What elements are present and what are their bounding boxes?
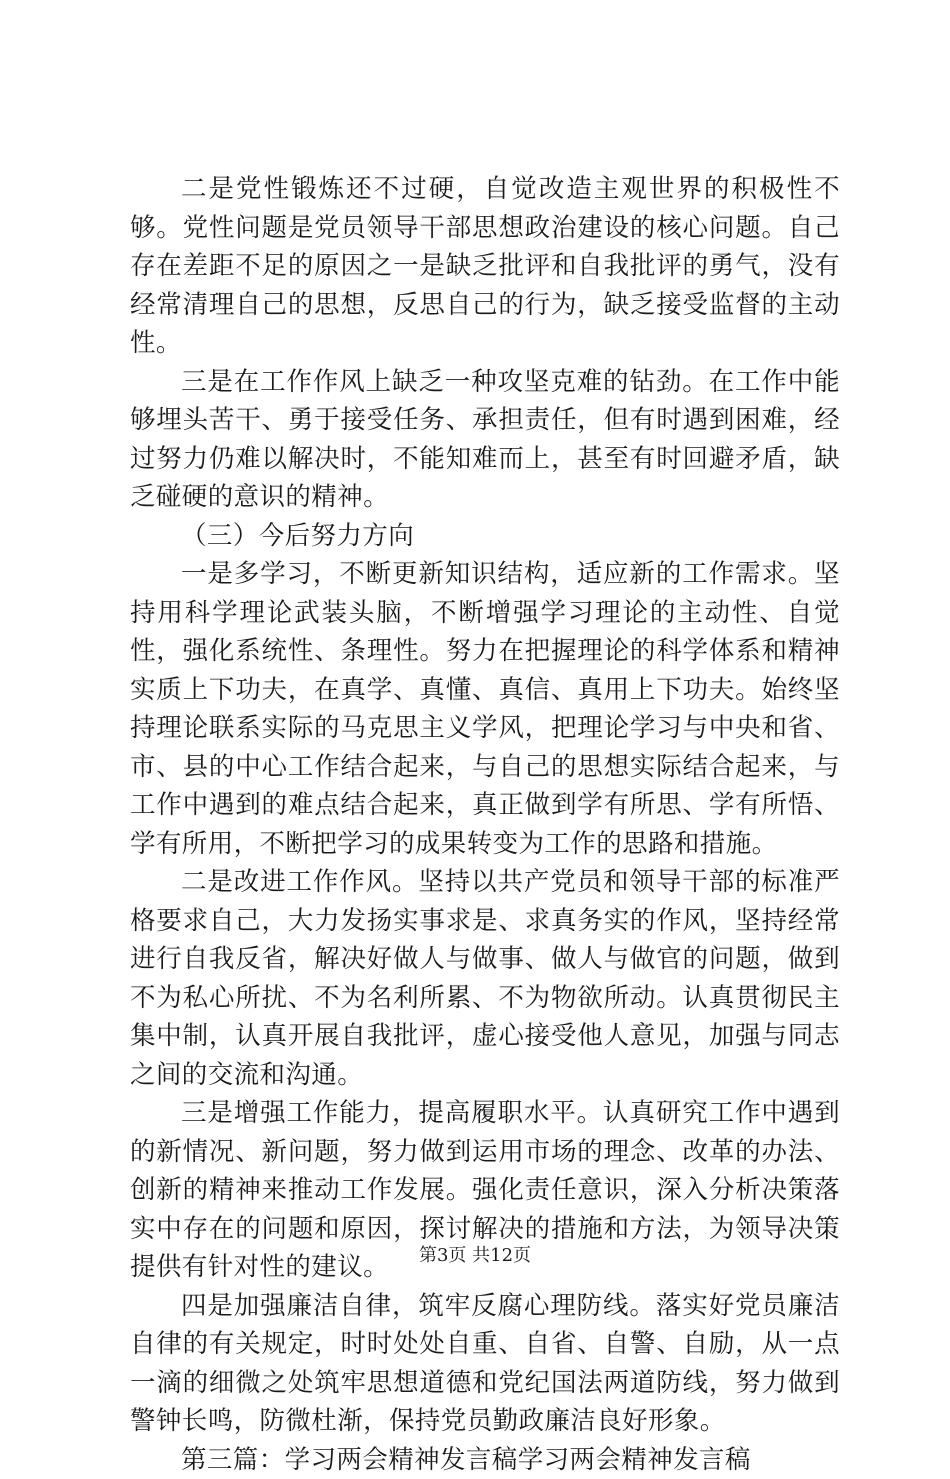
section-heading-future-direction: （三）今后努力方向 [130,517,840,556]
paragraph-chapter-three-title: 第三篇：学习两会精神发言稿学习两会精神发言稿 [130,1441,840,1479]
document-body [130,170,840,1479]
page-number-footer: 第3页 共12页 [0,1244,950,1268]
paragraph-party-spirit: 二是党性锻炼还不过硬，自觉改造主观世界的积极性不够。党性问题是党员领导干部思想政治建设的核心问题。自己存在差距不足的原因之一是缺乏批评和自我批评的勇气，没有经常清理自己的思想，反思自己的行为，缺乏接受监督的主动性。 [130,170,840,363]
paragraph-improve-style: 二是改进工作作风。坚持以共产党员和领导干部的标准严格要求自己，大力发扬实事求是、求真务实的作风，坚持经常进行自我反省，解决好做人与做事、做人与做官的问题，做到不为私心所扰、不为名利所累、不为物欲所动。认真贯彻民主集中制，认真开展自我批评，虚心接受他人意见，加强与同志之间的交流和沟通。 [130,863,840,1094]
paragraph-enhance-ability: 三是增强工作能力，提高履职水平。认真研究工作中遇到的新情况、新问题，努力做到运用市场的理念、改革的办法、创新的精神来推动工作发展。强化责任意识，深入分析决策落实中存在的问题和原因，探讨解决的措施和方法，为领导决策提供有针对性的建议。 [130,1094,840,1287]
paragraph-integrity: 四是加强廉洁自律，筑牢反腐心理防线。落实好党员廉洁自律的有关规定，时时处处自重、自省、自警、自励，从一点一滴的细微之处筑牢思想道德和党纪国法两道防线，努力做到警钟长鸣，防微杜渐，保持党员勤政廉洁良好形象。 [130,1287,840,1441]
paragraph-work-style: 三是在工作作风上缺乏一种攻坚克难的钻劲。在工作中能够埋头苦干、勇于接受任务、承担责任，但有时遇到困难，经过努力仍难以解决时，不能知难而上，甚至有时回避矛盾，缺乏碰硬的意识的精神。 [130,363,840,517]
paragraph-study-more: 一是多学习，不断更新知识结构，适应新的工作需求。坚持用科学理论武装头脑，不断增强学习理论的主动性、自觉性，强化系统性、条理性。努力在把握理论的科学体系和精神实质上下功夫，在真学、真懂、真信、真用上下功夫。始终坚持理论联系实际的马克思主义学风，把理论学习与中央和省、市、县的中心工作结合起来，与自己的思想实际结合起来，与工作中遇到的难点结合起来，真正做到学有所思、学有所悟、学有所用，不断把学习的成果转变为工作的思路和措施。 [130,555,840,863]
